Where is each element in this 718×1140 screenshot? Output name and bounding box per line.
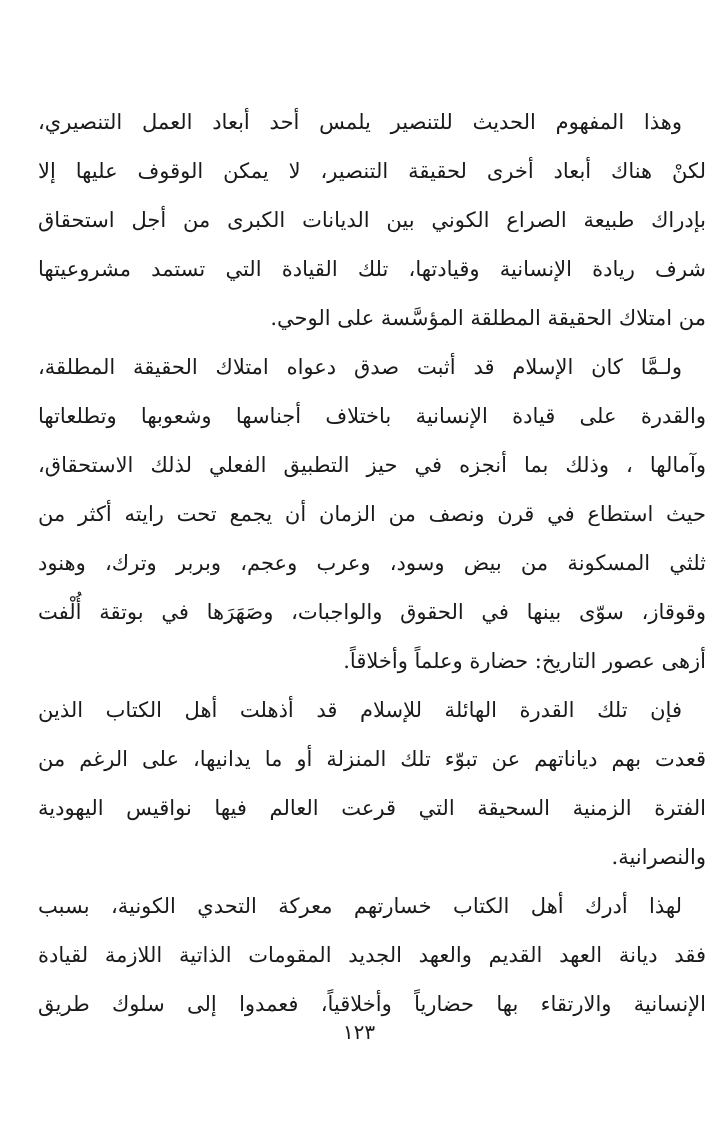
text-line: والنصرانية.	[611, 845, 706, 869]
text-line: أزهى عصور التاريخ: حضارة وعلماً وأخلاقاً.	[343, 649, 706, 673]
paragraph-2	[38, 343, 706, 686]
text-line: وآمالها ، وذلك بما أنجزه في حيز التطبيق الفعلي لذلك الاستحقاق،	[38, 453, 706, 477]
text-line: لهذا أدرك أهل الكتاب خسارتهم معركة التحدي الكونية، بسبب	[38, 894, 682, 918]
text-line: الإنسانية والارتقاء بها حضارياً وأخلاقياً، فعمدوا إلى سلوك طريق	[38, 992, 706, 1016]
text-line: الفترة الزمنية السحيقة التي قرعت العالم فيها نواقيس اليهودية	[38, 796, 706, 820]
text-line: بإدراك طبيعة الصراع الكوني بين الديانات الكبرى من أجل استحقاق	[38, 208, 706, 232]
text-line: وقوقاز، سوّى بينها في الحقوق والواجبات، وصَهَرَها في بوتقة أُلْفت	[38, 600, 706, 624]
text-line: حيث استطاع في قرن ونصف من الزمان أن يجمع تحت رايته أكثر من	[38, 502, 706, 526]
text-line: من امتلاك الحقيقة المطلقة المؤسَّسة على الوحي.	[270, 306, 706, 330]
text-line: قعدت بهم دياناتهم عن تبوّء تلك المنزلة أو ما يدانيها، على الرغم من	[38, 747, 706, 771]
text-line: وهذا المفهوم الحديث للتنصير يلمس أحد أبعاد العمل التنصيري،	[38, 110, 682, 134]
text-line: شرف ريادة الإنسانية وقيادتها، تلك القيادة التي تستمد مشروعيتها	[38, 257, 706, 281]
text-line: ولـمَّا كان الإسلام قد أثبت صدق دعواه امتلاك الحقيقة المطلقة،	[38, 355, 682, 379]
page-number: ١٢٣	[342, 1020, 376, 1044]
paragraph-3	[38, 686, 706, 882]
text-line: فإن تلك القدرة الهائلة للإسلام قد أذهلت أهل الكتاب الذين	[38, 698, 682, 722]
paragraph-4	[38, 882, 706, 1029]
paragraph-1	[38, 98, 706, 343]
text-line: فقد ديانة العهد القديم والعهد الجديد المقومات الذاتية اللازمة لقيادة	[38, 943, 706, 967]
page-body	[38, 98, 706, 1029]
text-line: لكنْ هناك أبعاد أخرى لحقيقة التنصير، لا يمكن الوقوف عليها إلا	[38, 159, 706, 183]
text-line: والقدرة على قيادة الإنسانية باختلاف أجناسها وشعوبها وتطلعاتها	[38, 404, 706, 428]
text-line: ثلثي المسكونة من بيض وسود، وعرب وعجم، وبربر وترك، وهنود	[38, 551, 706, 575]
